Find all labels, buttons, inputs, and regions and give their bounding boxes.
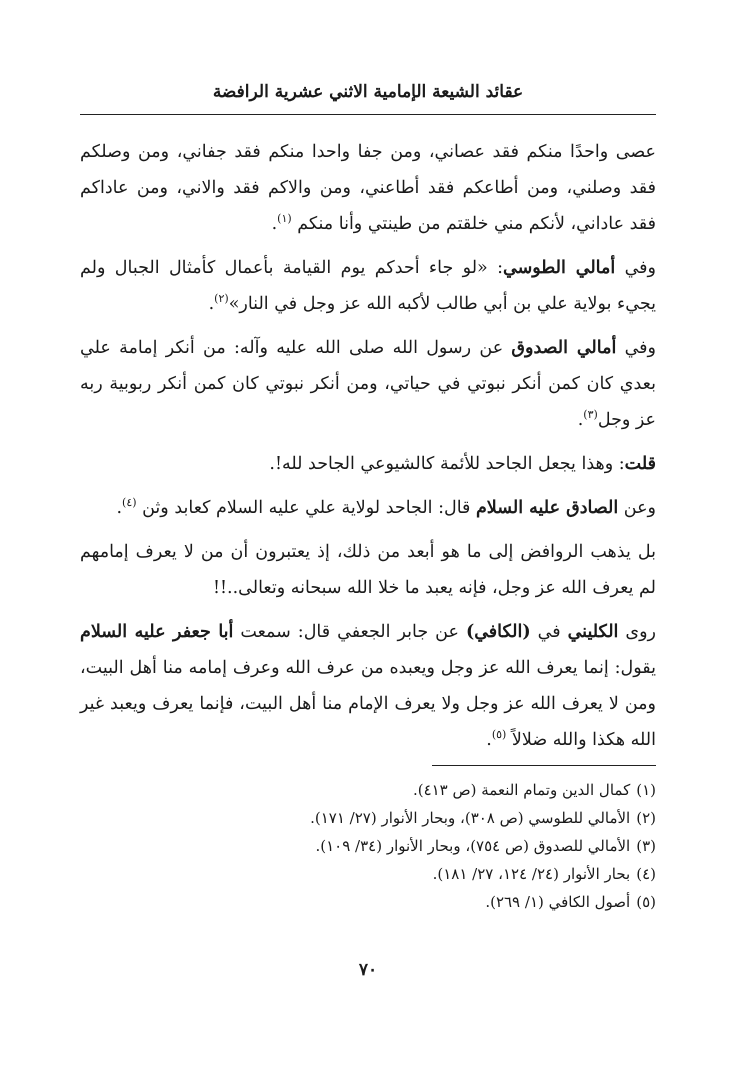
footnote-number: (٢) — [636, 809, 656, 827]
text-run: قال: الجاحد لولاية علي عليه السلام كعابد وثن — [136, 498, 476, 518]
text-run: . — [486, 730, 492, 750]
footnote-ref: (٤) — [122, 496, 137, 510]
footnote-ref: (٥) — [491, 728, 507, 742]
footnote — [80, 804, 656, 832]
footnote-ref: (٢) — [214, 292, 229, 306]
paragraph — [80, 330, 656, 438]
text-run: عصى واحدًا منكم فقد عصاني، ومن جفا واحدا منكم فقد جفاني، ومن وصلكم فقد وصلني، ومن أطاعكم فقد أطاعني، ومن والاكم فقد والاني، ومن عاداكم فقد عاداني، لأنكم مني خلقتم من طينتي وأنا منكم — [80, 142, 656, 234]
text-run: : وهذا يجعل الجاحد للأئمة كالشيوعي الجاحد لله!. — [269, 454, 625, 474]
text-run: وفي — [615, 258, 656, 278]
bold-term: الكليني — [567, 622, 619, 642]
footnote-ref: (٣) — [583, 408, 598, 422]
footnote-text: الأمالي للطوسي (ص ٣٠٨)، وبحار الأنوار (٢٧/ ١٧١). — [310, 809, 631, 827]
paragraph — [80, 490, 656, 526]
footnote-number: (٥) — [636, 893, 656, 911]
page-number: ٧٠ — [358, 960, 378, 980]
footnote-text: كمال الدين وتمام النعمة (ص ٤١٣). — [412, 781, 631, 799]
footnote-separator — [432, 765, 656, 766]
header-rule — [80, 114, 656, 115]
footnote — [80, 776, 656, 804]
text-run: يقول: إنما يعرف الله عز وجل ويعبده من عرف الله وعرف إمامه منا أهل البيت، ومن لا يعرف الله عز وجل ولا يعرف الإمام منا أهل البيت، فإنما يعرف ويعبد غير الله هكذا والله ضلالاً — [80, 658, 656, 750]
bold-term: قلت — [624, 454, 656, 474]
text-run: : «لو جاء أحدكم يوم القيامة بأعمال كأمثال الجبال ولم يجيء بولاية علي بن أبي طالب لأكبه الله عز وجل في النار» — [80, 258, 656, 314]
footnote-number: (٤) — [636, 865, 656, 883]
running-title: عقائد الشيعة الإمامية الاثني عشرية الرافضة — [212, 82, 524, 102]
text-run: . — [577, 410, 584, 430]
text-run: . — [271, 214, 278, 234]
bold-term: (الكافي) — [465, 622, 531, 642]
text-run: عن جابر الجعفي قال: سمعت — [233, 622, 466, 642]
footnote — [80, 860, 656, 888]
footnote-text: الأمالي للصدوق (ص ٧٥٤)، وبحار الأنوار (٣٤/ ١٠٩). — [315, 837, 631, 855]
text-run: . — [116, 498, 123, 518]
paragraph — [80, 446, 656, 482]
text-run: . — [208, 294, 215, 314]
footnote — [80, 832, 656, 860]
bold-term: الصادق عليه السلام — [475, 498, 619, 518]
bold-term: أمالي الصدوق — [511, 338, 617, 358]
bold-term: أبا جعفر عليه السلام — [80, 622, 234, 642]
text-run: روى — [618, 622, 657, 642]
text-run: وعن — [618, 498, 656, 518]
footnote — [80, 888, 656, 916]
text-run: عن رسول الله صلى الله عليه وآله: من أنكر إمامة علي بعدي كان كمن أنكر نبوتي في حياتي، ومن أنكر نبوتي كان كمن أنكر ربوبية ربه عز وجل — [80, 338, 656, 430]
footnotes — [80, 776, 656, 916]
text-run: بل يذهب الروافض إلى ما هو أبعد من ذلك، إذ يعتبرون أن من لا يعرف إمامهم لم يعرف الله عز وجل، فإنه يعبد ما خلا الله سبحانه وتعالى..!! — [80, 542, 656, 598]
main-text — [80, 134, 656, 766]
bold-term: أمالي الطوسي — [503, 258, 616, 278]
footnote-number: (١) — [636, 781, 656, 799]
footnote-ref: (١) — [277, 212, 292, 226]
text-run: في — [530, 622, 568, 642]
footnote-text: بحار الأنوار (٢٤/ ١٢٤، ٢٧/ ١٨١). — [432, 865, 631, 883]
paragraph — [80, 134, 656, 242]
paragraph — [80, 250, 656, 322]
footnote-number: (٣) — [636, 837, 656, 855]
footnote-text: أصول الكافي (١/ ٢٦٩). — [485, 893, 631, 911]
paragraph — [80, 614, 656, 758]
text-run: وفي — [616, 338, 656, 358]
paragraph — [80, 534, 656, 606]
